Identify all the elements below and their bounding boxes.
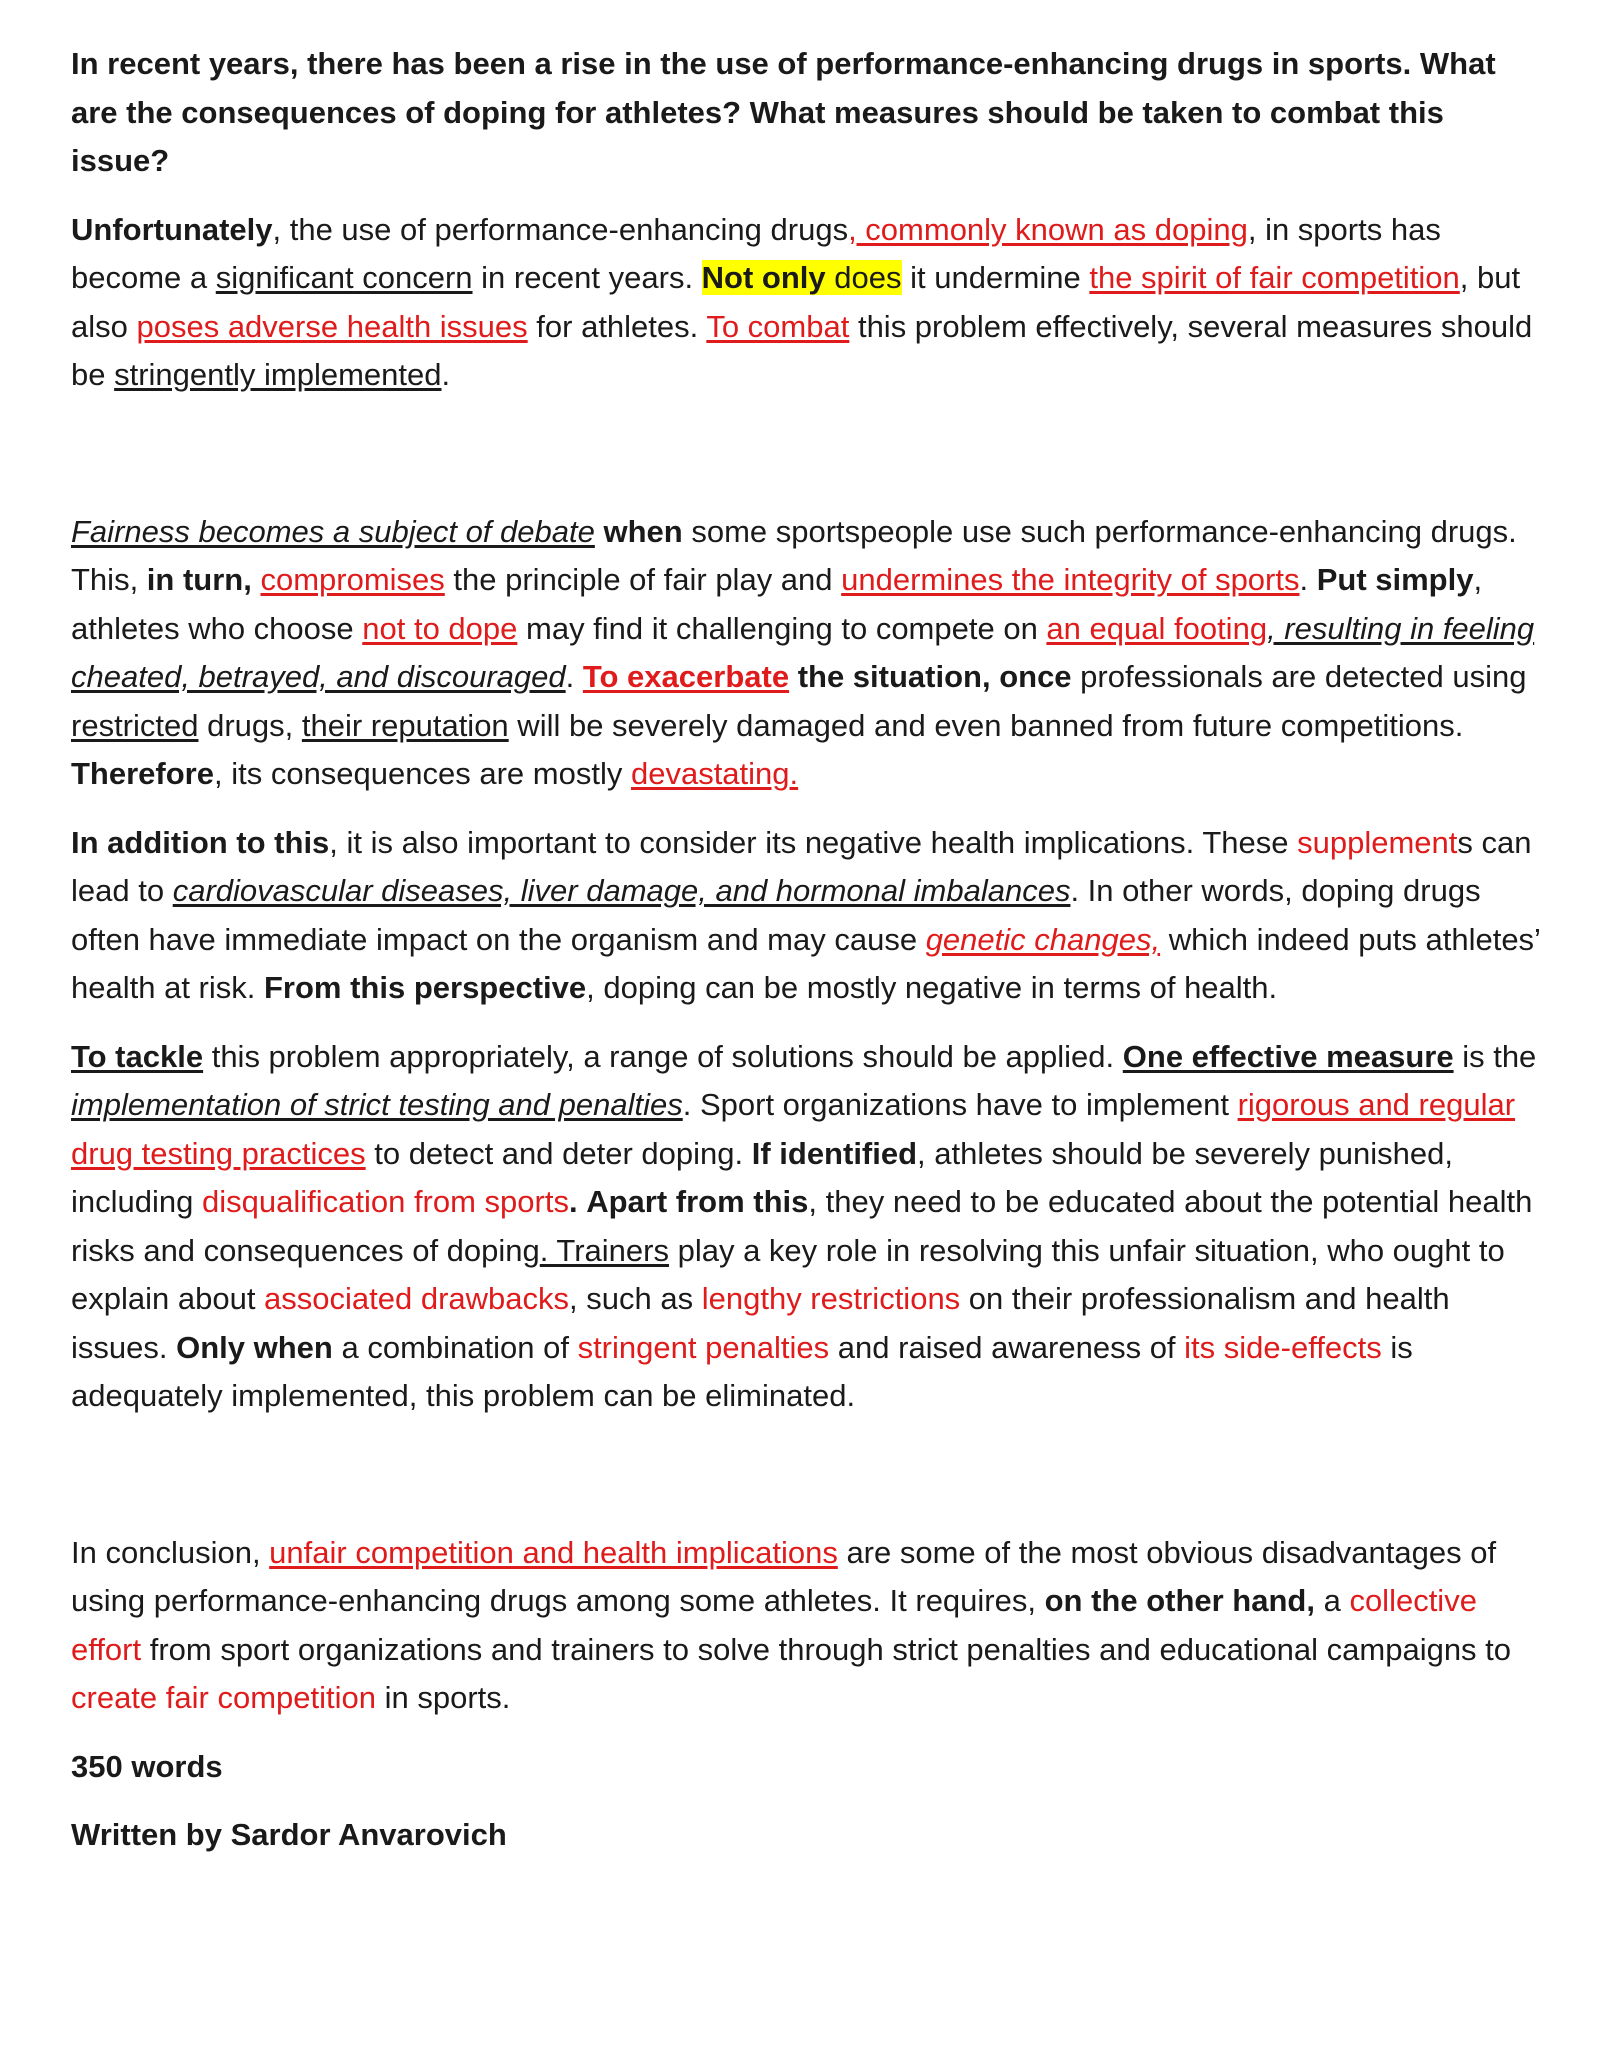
text-run: , but also: [71, 260, 1521, 344]
text-run: . In other words, doping drugs often have immediate impact on the organism and may cause: [71, 873, 1481, 957]
emphasized-phrase: To exacerbate: [582, 659, 790, 694]
emphasized-phrase: devastating.: [630, 756, 799, 791]
text-run: drugs,: [198, 707, 302, 743]
text-run: .: [568, 1184, 578, 1219]
emphasized-phrase: unfair competition and health implications: [269, 1534, 838, 1570]
emphasized-phrase: One effective measure: [1122, 1038, 1454, 1074]
text-run: , its consequences are mostly: [213, 756, 631, 791]
text-run: the situation, once: [789, 659, 1072, 694]
text-run: some sportspeople use such performance-enhancing drugs. This,: [71, 513, 1517, 597]
text-run: , athletes who choose: [71, 562, 1483, 646]
text-run: on their professionalism and health issues.: [71, 1281, 1450, 1365]
emphasized-phrase: collective effort: [71, 1583, 1477, 1667]
text-run: from sport organizations and trainers to solve through strict penalties and educational campaigns to: [141, 1631, 1512, 1667]
text-run: play a key role in resolving this unfair situation, who ought to explain about: [71, 1232, 1505, 1316]
text-run: in recent years.: [472, 260, 702, 295]
emphasized-phrase: undermines the integrity of sports: [841, 562, 1300, 597]
emphasized-phrase: lengthy restrictions: [701, 1281, 961, 1316]
text-run: on the other hand,: [1044, 1583, 1315, 1618]
emphasized-phrase: To combat: [706, 308, 850, 344]
text-run: .: [565, 659, 583, 694]
emphasized-phrase: cardiovascular diseases, liver damage, and hormonal imbalances: [172, 873, 1071, 908]
text-run: this problem appropriately, a range of solutions should be applied.: [203, 1038, 1123, 1074]
emphasized-phrase: poses adverse health issues: [136, 308, 528, 344]
emphasized-phrase: Fairness becomes a subject of debate: [71, 513, 595, 549]
spacer: [71, 1441, 1540, 1529]
emphasized-phrase: genetic changes,: [925, 921, 1161, 957]
intro-paragraph: [71, 206, 1540, 400]
text-run: In conclusion,: [71, 1534, 270, 1570]
body-paragraph-fairness: [71, 508, 1540, 799]
emphasized-phrase: stringent penalties: [577, 1329, 830, 1365]
text-run: , such as: [569, 1281, 702, 1316]
text-run: , in sports has become a: [71, 211, 1441, 295]
text-run: , they need to be educated about the potential health risks and consequences of doping: [71, 1184, 1533, 1268]
emphasized-phrase: restricted: [71, 707, 199, 743]
text-run: Apart from this: [586, 1184, 809, 1219]
emphasized-phrase: , resulting in feeling cheated, betrayed, and discouraged: [71, 610, 1535, 694]
emphasized-phrase: the spirit of fair competition: [1089, 260, 1460, 295]
emphasized-phrase: Not only: [701, 260, 826, 295]
emphasized-phrase: compromises: [260, 562, 445, 597]
emphasized-phrase: To tackle: [71, 1038, 204, 1074]
text-run: the principle of fair play and: [444, 562, 842, 597]
emphasized-phrase: does: [825, 260, 902, 295]
emphasized-phrase: supplement: [1297, 824, 1458, 860]
text-run: Only when: [176, 1329, 333, 1365]
text-run: Unfortunately: [71, 211, 273, 247]
text-run: in turn,: [146, 562, 252, 597]
emphasized-phrase: stringently implemented: [114, 357, 442, 392]
text-run: In addition to this: [71, 824, 330, 860]
text-run: [578, 1184, 587, 1219]
emphasized-phrase: significant concern: [215, 260, 473, 295]
emphasized-phrase: , commonly known as doping: [848, 211, 1248, 247]
text-run: .: [441, 357, 451, 392]
text-run: , the use of performance-enhancing drugs: [272, 211, 849, 247]
emphasized-phrase: associated drawbacks: [264, 1281, 570, 1316]
text-run: a combination of: [332, 1329, 578, 1365]
author-line: Written by Sardor Anvarovich: [71, 1817, 507, 1852]
body-paragraph-health: [71, 819, 1540, 1013]
text-run: is the: [1453, 1038, 1537, 1074]
text-run: If identified: [751, 1135, 918, 1171]
emphasized-phrase: implementation of strict testing and penalties: [71, 1087, 683, 1122]
text-run: From this perspective: [263, 970, 587, 1005]
emphasized-phrase: create fair competition: [71, 1680, 376, 1715]
text-run: in sports.: [375, 1680, 511, 1715]
text-run: is adequately implemented, this problem can be eliminated.: [71, 1329, 1413, 1413]
emphasized-phrase: their reputation: [301, 707, 509, 743]
emphasized-phrase: not to dope: [362, 610, 518, 646]
text-run: a: [1314, 1583, 1350, 1618]
emphasized-phrase: its side-effects: [1184, 1329, 1382, 1365]
text-run: and raised awareness of: [829, 1329, 1185, 1365]
text-run: are some of the most obvious disadvantages of using performance-enhancing drugs among some athletes. It requires,: [71, 1534, 1497, 1618]
text-run: , athletes should be severely punished, including: [71, 1135, 1454, 1219]
word-count: 350 words: [71, 1748, 223, 1784]
emphasized-phrase: rigorous and regular drug testing practices: [71, 1087, 1516, 1171]
text-run: which indeed puts athletes’ health at risk.: [71, 921, 1540, 1005]
text-run: Put simply: [1316, 562, 1474, 597]
text-run: s can lead to: [71, 824, 1532, 908]
text-run: .: [1299, 562, 1317, 597]
spacer: [71, 420, 1540, 508]
text-run: for athletes.: [527, 308, 707, 344]
emphasized-phrase: disqualification from sports: [201, 1184, 569, 1219]
text-run: , it is also important to consider its negative health implications. These: [329, 824, 1298, 860]
conclusion-paragraph: [71, 1529, 1540, 1723]
text-run: Therefore: [71, 756, 214, 791]
emphasized-phrase: an equal footing: [1046, 610, 1268, 646]
text-run: to detect and deter doping.: [365, 1135, 752, 1171]
text-run: , doping can be mostly negative in terms of health.: [586, 970, 1278, 1005]
text-run: will be severely damaged and even banned from future competitions.: [508, 707, 1464, 743]
text-run: professionals are detected using: [1071, 659, 1527, 694]
text-run: may find it challenging to compete on: [517, 610, 1047, 646]
text-run: this problem effectively, several measures should be: [71, 308, 1533, 392]
text-run: when: [603, 513, 683, 549]
essay-question: In recent years, there has been a rise in the use of performance-enhancing drugs in sports. What are the consequences of doping for athletes? What measures should be taken to combat this issue?: [71, 46, 1496, 178]
emphasized-phrase: . Trainers: [539, 1232, 669, 1268]
text-run: . Sport organizations have to implement: [682, 1087, 1238, 1122]
text-run: it undermine: [901, 260, 1090, 295]
body-paragraph-solutions: [71, 1033, 1540, 1421]
